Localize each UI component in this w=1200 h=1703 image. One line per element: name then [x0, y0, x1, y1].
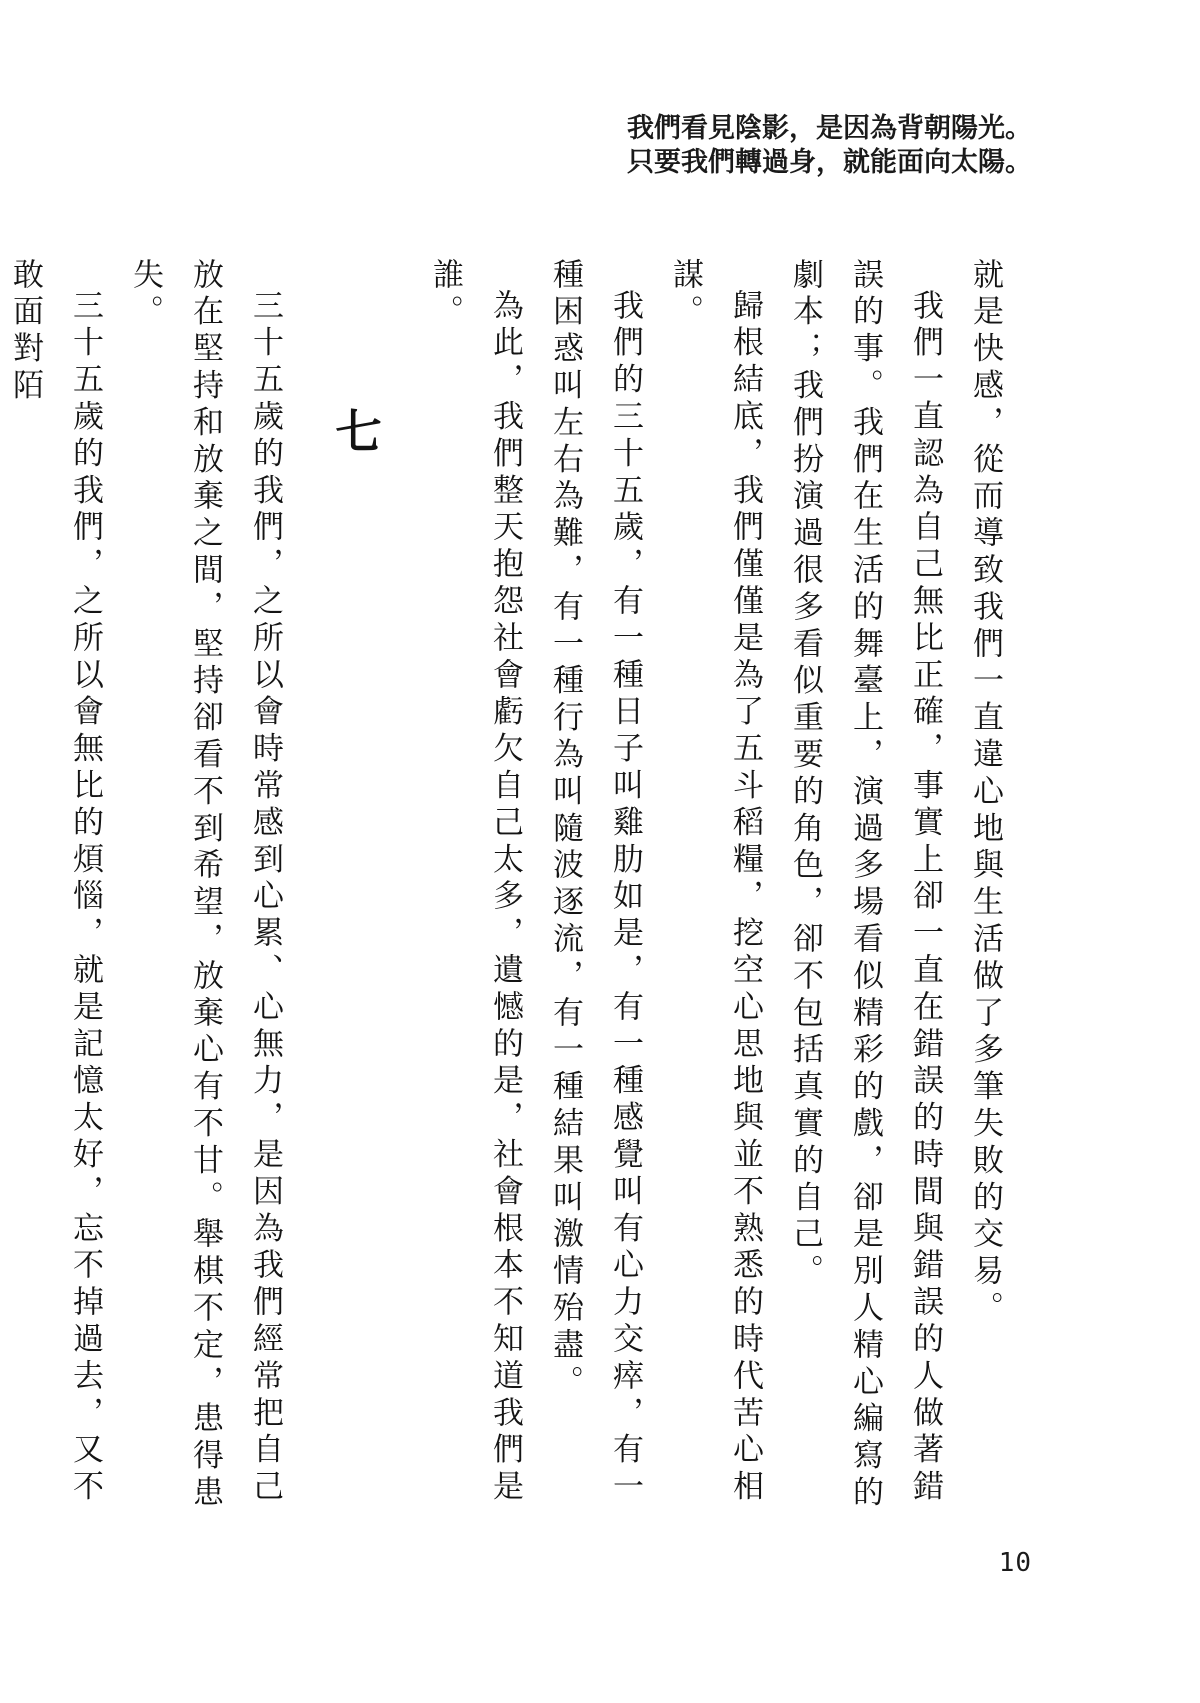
vertical-body-text — [0, 258, 1015, 1528]
header-line-2: 只要我們轉過身，就能面向太陽。 — [627, 147, 1032, 178]
paragraph: 三十五歲的我們，之所以會無比的煩惱，就是記憶太好，忘不掉過去，又不敢面對陌 — [7, 258, 103, 1507]
paragraph: 歸根結底，我們僅僅是為了五斗稻糧，挖空心思地與並不熟悉的時代苦心相謀。 — [667, 258, 763, 1507]
paragraph: 三十五歲的我們，之所以會時常感到心累、心無力，是因為我們經常把自己放在堅持和放棄之間，堅持卻看不到希望，放棄心有不甘。舉棋不定，患得患失。 — [127, 258, 283, 1513]
paragraph-continuation: 就是快感，從而導致我們一直違心地與生活做了多筆失敗的交易。 — [967, 258, 1003, 1329]
paragraph: 為此，我們整天抱怨社會虧欠自己太多，遺憾的是，社會根本不知道我們是誰。 — [427, 258, 523, 1507]
section-heading: 七 — [328, 406, 383, 460]
page-header-quote — [627, 112, 1032, 180]
paragraph: 我們的三十五歲，有一種日子叫雞肋如是，有一種感覺叫有心力交瘁，有一種困惑叫左右為難，有一種行為叫隨波逐流，有一種結果叫激情殆盡。 — [547, 258, 643, 1507]
header-line-1: 我們看見陰影，是因為背朝陽光。 — [627, 113, 1032, 144]
paragraph: 我們一直認為自己無比正確，事實上卻一直在錯誤的時間與錯誤的人做著錯誤的事。我們在生活的舞臺上，演過多場看似精彩的戲，卻是別人精心編寫的劇本；我們扮演過很多看似重要的角色，卻不包括真實的自己。 — [787, 258, 943, 1513]
page-number: 10 — [998, 1548, 1032, 1578]
